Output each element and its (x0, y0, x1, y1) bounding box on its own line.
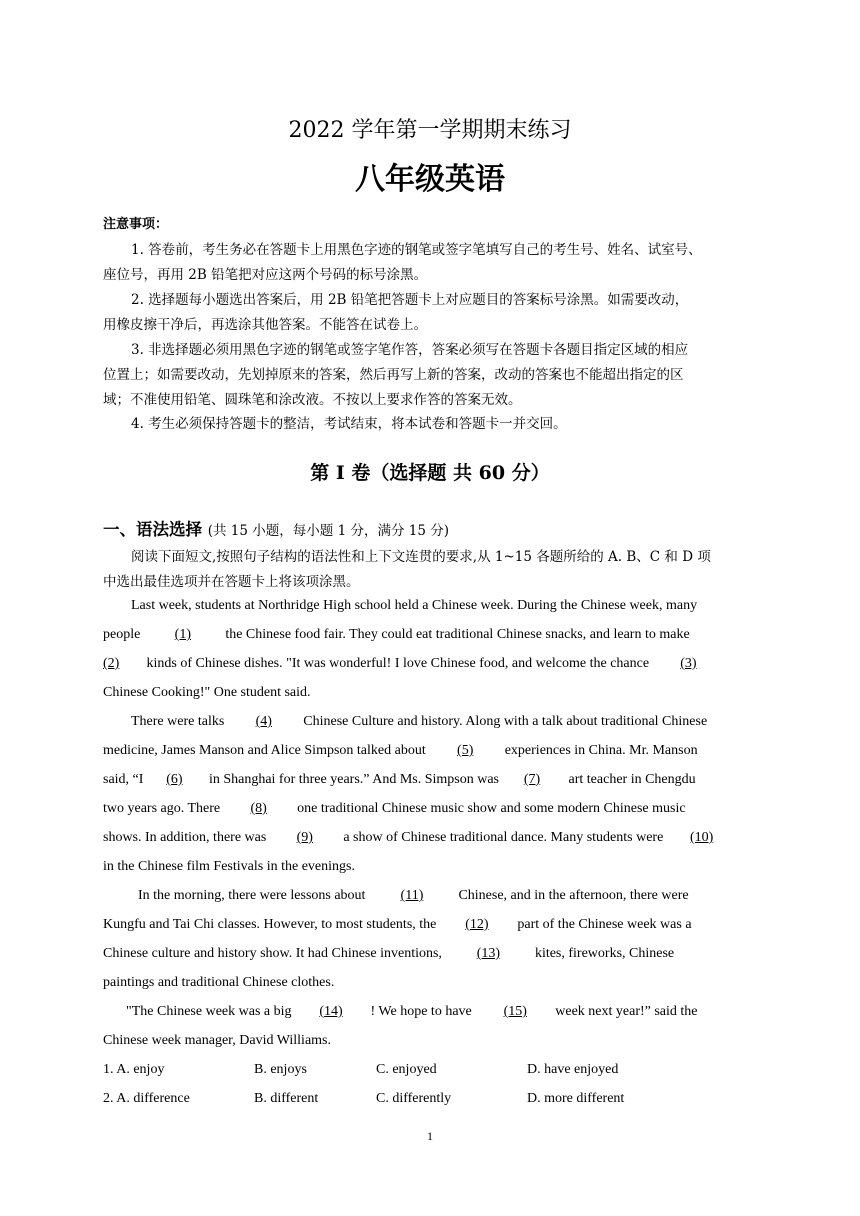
instruction-line: 阅读下面短文,按照句子结构的语法性和上下文连贯的要求,从 1~15 各题所给的 A. B、C 和 D 项 (131, 549, 711, 565)
page-number: 1 (427, 1129, 433, 1143)
text-segment: Kungfu and Tai Chi classes. However, to most students, the (103, 917, 437, 932)
text-segment: week next year!” said the (555, 1004, 698, 1019)
notice-line: 4. 考生必须保持答题卡的整洁，考试结束，将本试卷和答题卡一并交回。 (131, 416, 567, 432)
blank-8: (8) (250, 801, 267, 816)
passage-line: Chinese Cooking!" One student said. (103, 685, 311, 700)
text-segment: Chinese Culture and history. Along with a talk about traditional Chinese (303, 714, 708, 729)
passage-line (103, 917, 692, 933)
text-segment: said, “I (103, 772, 144, 787)
text-segment: Chinese culture and history show. It had Chinese inventions, (103, 946, 442, 961)
passage-line: in the Chinese film Festivals in the evenings. (103, 859, 355, 874)
question-1-option-b: B. enjoys (254, 1062, 307, 1077)
blank-1: (1) (174, 627, 191, 642)
question-1-option-a: 1. A. enjoy (103, 1062, 165, 1077)
passage-line (138, 888, 689, 904)
text-segment: shows. In addition, there was (103, 830, 267, 845)
question-2-option-d: D. more different (527, 1091, 625, 1106)
text-segment: In the morning, there were lessons about (138, 888, 366, 903)
section-title: 第 I 卷（选择题 共 60 分） (310, 462, 550, 484)
notice-line: 3. 非选择题必须用黑色字迹的钢笔或签字笔作答，答案必须写在答题卡各题目指定区域的相应 (131, 342, 689, 358)
passage-line (103, 801, 686, 817)
notice-heading: 注意事项： (103, 217, 169, 232)
text-segment: art teacher in Chengdu (568, 772, 696, 787)
instruction-line: 中选出最佳选项并在答题卡上将该项涂黑。 (103, 574, 360, 590)
question-1-option-d: D. have enjoyed (527, 1062, 619, 1077)
notice-line: 用橡皮擦干净后，再选涂其他答案。不能答在试卷上。 (103, 317, 427, 333)
blank-6: (6) (166, 772, 183, 787)
passage-line (103, 772, 696, 788)
exam-title: 2022 学年第一学期期末练习 (288, 118, 572, 143)
notice-line: 域；不准使用铅笔、圆珠笔和涂改液。不按以上要求作答的答案无效。 (103, 392, 522, 408)
blank-13: (13) (476, 946, 501, 961)
part-subtitle: (共 15 小题，每小题 1 分，满分 15 分) (207, 523, 449, 539)
passage-line (103, 656, 697, 672)
text-segment: There were talks (131, 714, 225, 729)
part-title-text: 一、语法选择 (103, 520, 202, 539)
blank-2: (2) (103, 656, 120, 671)
notice-line: 位置上；如需要改动，先划掉原来的答案，然后再写上新的答案，改动的答案也不能超出指定的区 (103, 367, 684, 383)
notice-line: 2. 选择题每小题选出答案后，用 2B 铅笔把答题卡上对应题目的答案标号涂黑。如需要改动， (131, 292, 689, 308)
blank-14: (14) (319, 1004, 343, 1019)
blank-9: (9) (296, 830, 313, 845)
subject-title: 八年级英语 (355, 162, 505, 197)
text-segment: medicine, James Manson and Alice Simpson talked about (103, 743, 426, 758)
question-2-option-a: 2. A. difference (103, 1091, 190, 1106)
text-segment: Chinese, and in the afternoon, there were (458, 888, 689, 903)
passage-line (103, 946, 674, 962)
question-2-option-b: B. different (254, 1091, 319, 1106)
passage-line (103, 830, 713, 846)
passage-line: paintings and traditional Chinese clothes. (103, 975, 335, 990)
part-title (103, 516, 449, 540)
text-segment: "The Chinese week was a big (126, 1004, 292, 1019)
passage-line: Chinese week manager, David Williams. (103, 1033, 331, 1048)
text-segment: experiences in China. Mr. Manson (504, 743, 698, 758)
blank-7: (7) (523, 772, 541, 787)
blank-11: (11) (400, 888, 424, 903)
blank-10: (10) (689, 830, 714, 845)
passage-line: Last week, students at Northridge High school held a Chinese week. During the Chinese week, many (131, 598, 698, 613)
text-segment: the Chinese food fair. They could eat traditional Chinese snacks, and learn to make (225, 627, 690, 642)
text-segment: kinds of Chinese dishes. "It was wonderful! I love Chinese food, and welcome the chance (146, 656, 650, 671)
text-segment: kites, fireworks, Chinese (534, 946, 675, 961)
notice-line: 座位号，再用 2B 铅笔把对应这两个号码的标号涂黑。 (103, 267, 428, 283)
blank-3: (3) (680, 656, 697, 671)
passage-line (131, 714, 707, 730)
text-segment: ! We hope to have (370, 1004, 472, 1019)
notice-line: 1. 答卷前，考生务必在答题卡上用黑色字迹的钢笔或签字笔填写自己的考生号、姓名、试室号、 (131, 242, 702, 258)
text-segment: part of the Chinese week was a (517, 917, 692, 932)
text-segment: a show of Chinese traditional dance. Many students were (343, 830, 664, 845)
passage-line (126, 1004, 698, 1020)
question-2-option-c: C. differently (376, 1091, 452, 1106)
passage-line (103, 743, 698, 759)
blank-12: (12) (465, 917, 489, 932)
blank-15: (15) (503, 1004, 527, 1019)
text-segment: people (103, 627, 141, 642)
passage-line (103, 627, 690, 643)
text-segment: one traditional Chinese music show and some modern Chinese music (297, 801, 686, 816)
question-1-option-c: C. enjoyed (376, 1062, 437, 1077)
text-segment: two years ago. There (103, 801, 221, 816)
text-segment: in Shanghai for three years.” And Ms. Simpson was (208, 772, 500, 787)
blank-4: (4) (255, 714, 272, 729)
blank-5: (5) (457, 743, 474, 758)
